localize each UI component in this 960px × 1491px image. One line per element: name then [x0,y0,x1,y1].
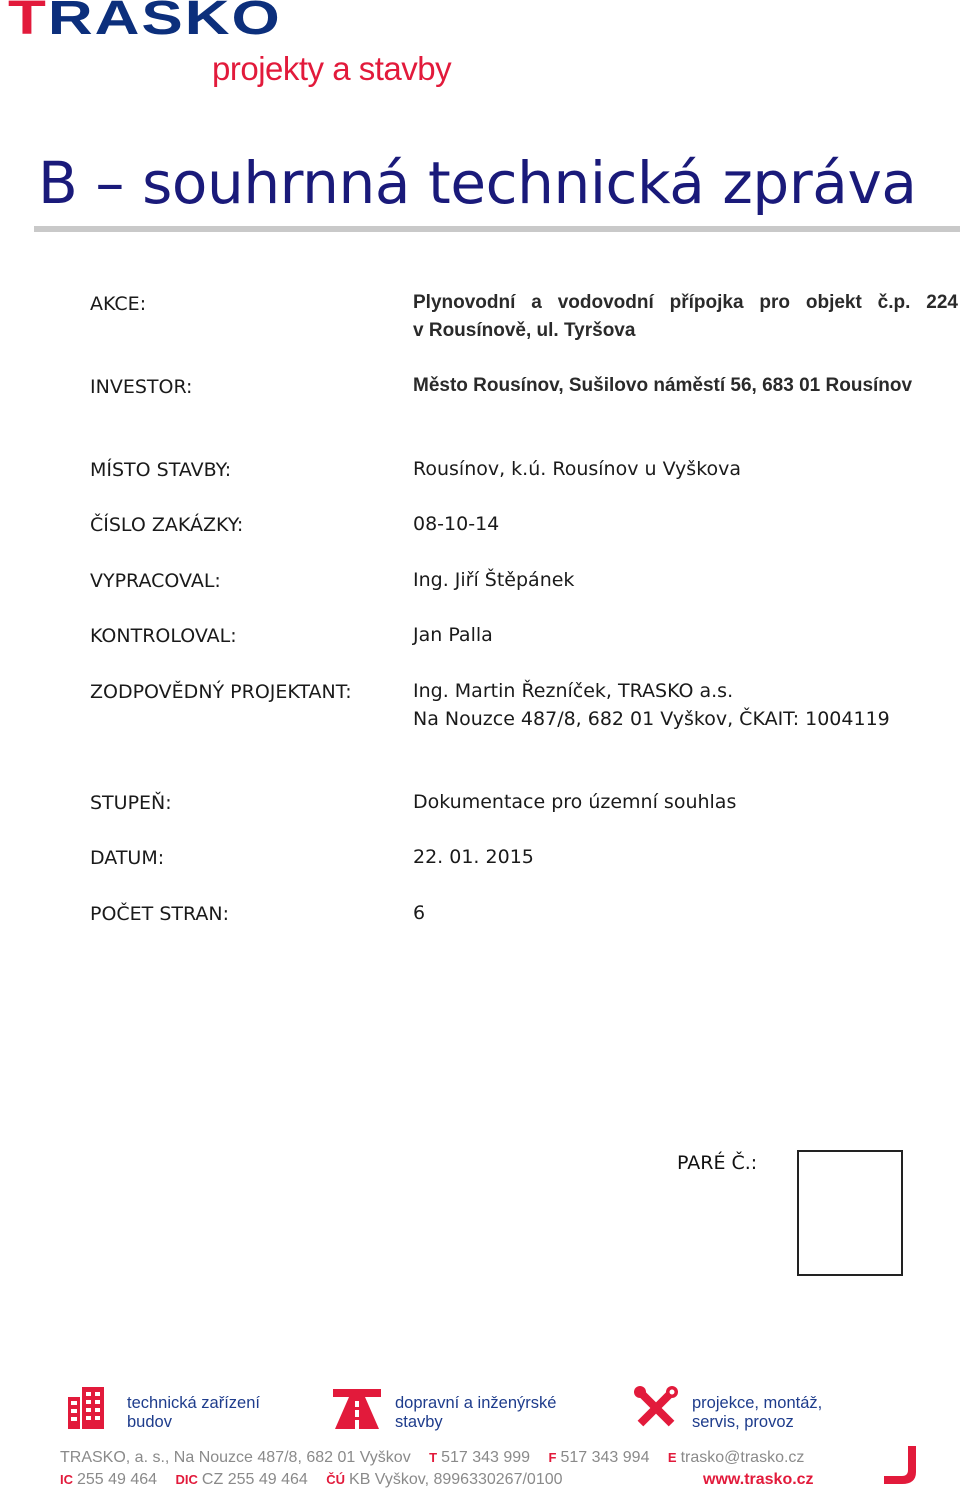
service-doprava-line1: dopravní a inženýrské [395,1394,557,1412]
footer-phone: 517 343 999 [441,1449,531,1466]
footer-email-key: E [667,1450,677,1465]
akce-word: Plynovodní [413,292,516,313]
akce-label: AKCE: [90,293,147,315]
akce-word: přípojka [669,292,744,313]
title-divider [34,226,960,232]
service-tzb [127,1394,260,1432]
cislo-zakazky-value: 08-10-14 [413,513,500,535]
akce-word: a [531,292,542,313]
vypracoval-label: VYPRACOVAL: [90,570,221,592]
stupen-label: STUPEŇ: [90,792,172,814]
kontroloval-label: KONTROLOVAL: [90,625,237,647]
pare-box [797,1150,903,1276]
misto-stavby-value: Rousínov, k.ú. Rousínov u Vyškova [413,458,742,480]
akce-value-line2: v Rousínově, ul. Tyršova [413,320,636,341]
footer-dic-key: DIC [175,1472,198,1487]
akce-word: pro [759,292,790,313]
projektant-label: ZODPOVĚDNÝ PROJEKTANT: [90,681,352,703]
akce-word: č.p. [877,292,911,313]
logo-wordmark [8,0,282,45]
misto-stavby-label: MÍSTO STAVBY: [90,459,232,481]
pare-label: PARÉ Č.: [677,1152,758,1174]
vypracoval-value: Ing. Jiří Štěpánek [413,569,575,591]
building-icon [68,1387,104,1429]
trasko-j-logo-icon [880,1444,920,1486]
footer-ic-key: IC [60,1472,73,1487]
akce-value [413,289,958,345]
road-icon [333,1389,381,1429]
service-projekce-line1: projekce, montáž, [692,1394,823,1412]
kontroloval-value: Jan Palla [413,624,493,646]
service-tzb-line1: technická zařízení [127,1394,260,1412]
akce-word: 224 [926,292,958,313]
pocet-stran-label: POČET STRAN: [90,903,230,925]
projektant-value-line1: Ing. Martin Řezníček, TRASKO a.s. [413,680,734,702]
footer-account-key: ČÚ [326,1472,346,1487]
akce-value-line1 [413,289,958,317]
service-tzb-line2: budov [127,1413,172,1431]
logo-tagline: projekty a stavby [212,50,452,87]
datum-label: DATUM: [90,847,165,869]
stupen-value: Dokumentace pro územní souhlas [413,791,737,813]
footer-email[interactable]: trasko@trasko.cz [680,1449,805,1466]
service-doprava-line2: stavby [395,1413,443,1431]
logo-letter-t: T [8,0,48,45]
footer-company: TRASKO, a. s., Na Nouzce 487/8, 682 01 Vyškov [60,1449,411,1466]
footer-fax-key: F [548,1450,557,1465]
footer-ic: 255 49 464 [77,1471,158,1488]
footer-fax: 517 343 994 [560,1449,650,1466]
service-projekce [692,1394,822,1432]
service-doprava [395,1394,556,1432]
projektant-value-line2: Na Nouzce 487/8, 682 01 Vyškov, ČKAIT: 1004119 [413,708,890,730]
footer-dic: CZ 255 49 464 [201,1471,308,1488]
investor-label: INVESTOR: [90,376,193,398]
pocet-stran-value: 6 [413,902,426,924]
datum-value: 22. 01. 2015 [413,846,534,868]
footer-phone-key: T [429,1450,438,1465]
akce-word: vodovodní [557,292,654,313]
cislo-zakazky-label: ČÍSLO ZAKÁZKY: [90,514,244,536]
footer-account: KB Vyškov, 8996330267/0100 [349,1471,563,1488]
logo-letters: RASKO [47,0,282,45]
service-projekce-line2: servis, provoz [692,1413,794,1431]
investor-value: Město Rousínov, Sušilovo náměstí 56, 683 01 Rousínov [413,375,913,396]
footer-website-link[interactable]: www.trasko.cz [703,1471,814,1488]
footer-contact-line [60,1448,804,1468]
footer-id-line [60,1470,563,1490]
tools-icon [634,1386,678,1430]
akce-word: objekt [805,292,862,313]
page-title: B – souhrnná technická zpráva [38,149,917,217]
